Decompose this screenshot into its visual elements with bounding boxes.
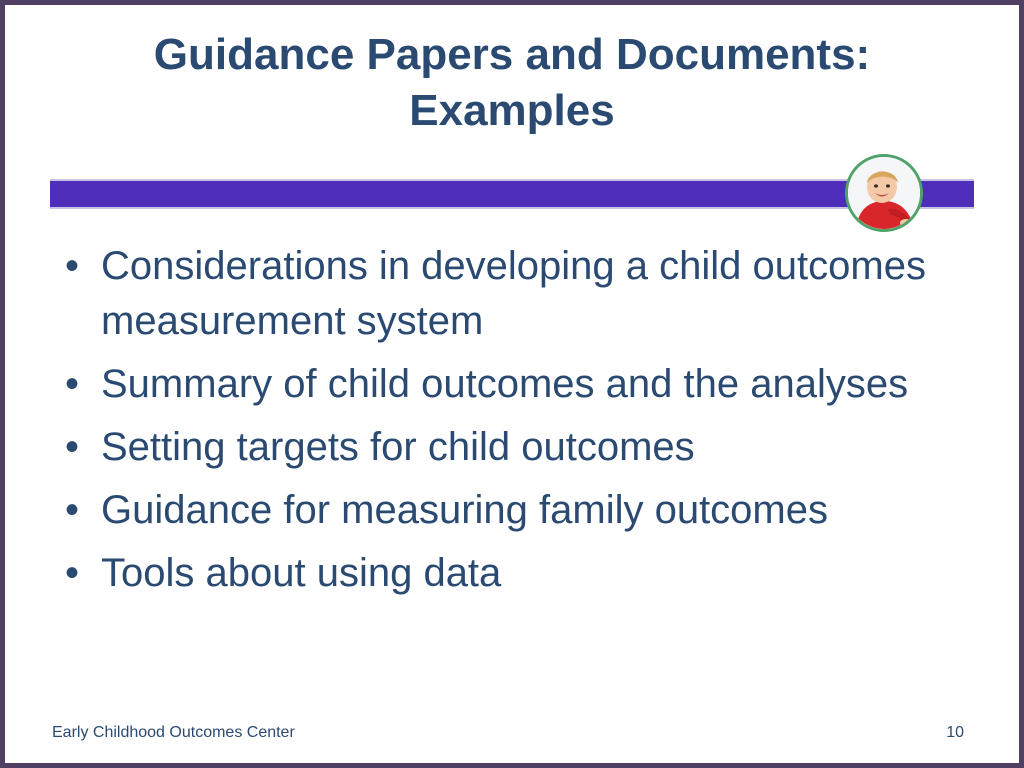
title-line-2: Examples xyxy=(409,86,615,135)
bullet-dot-icon: • xyxy=(65,425,80,469)
bullet-text: Setting targets for child outcomes xyxy=(101,425,695,469)
bullet-item xyxy=(61,483,961,538)
title-line-1: Guidance Papers and Documents: xyxy=(153,30,871,79)
bullet-item xyxy=(61,546,961,601)
page-number: 10 xyxy=(946,724,964,741)
toddler-illustration xyxy=(848,157,920,229)
bullet-dot-icon: • xyxy=(65,362,80,406)
bullet-dot-icon: • xyxy=(65,488,80,532)
toddler-photo xyxy=(845,154,923,232)
bullet-item xyxy=(61,420,961,475)
bullet-item xyxy=(61,239,961,349)
bullet-text: Summary of child outcomes and the analyses xyxy=(101,362,909,406)
bullet-text: Considerations in developing a child outcomes measurement system xyxy=(101,244,926,343)
slide xyxy=(5,5,1019,763)
bullet-item xyxy=(61,357,961,412)
bullet-list xyxy=(61,239,961,609)
bullet-dot-icon: • xyxy=(65,551,80,595)
slide-title xyxy=(5,27,1019,139)
bullet-text: Tools about using data xyxy=(101,551,502,595)
footer-organization: Early Childhood Outcomes Center xyxy=(52,724,295,741)
bullet-dot-icon: • xyxy=(65,244,80,288)
bullet-text: Guidance for measuring family outcomes xyxy=(101,488,828,532)
title-divider-bar xyxy=(50,179,974,209)
